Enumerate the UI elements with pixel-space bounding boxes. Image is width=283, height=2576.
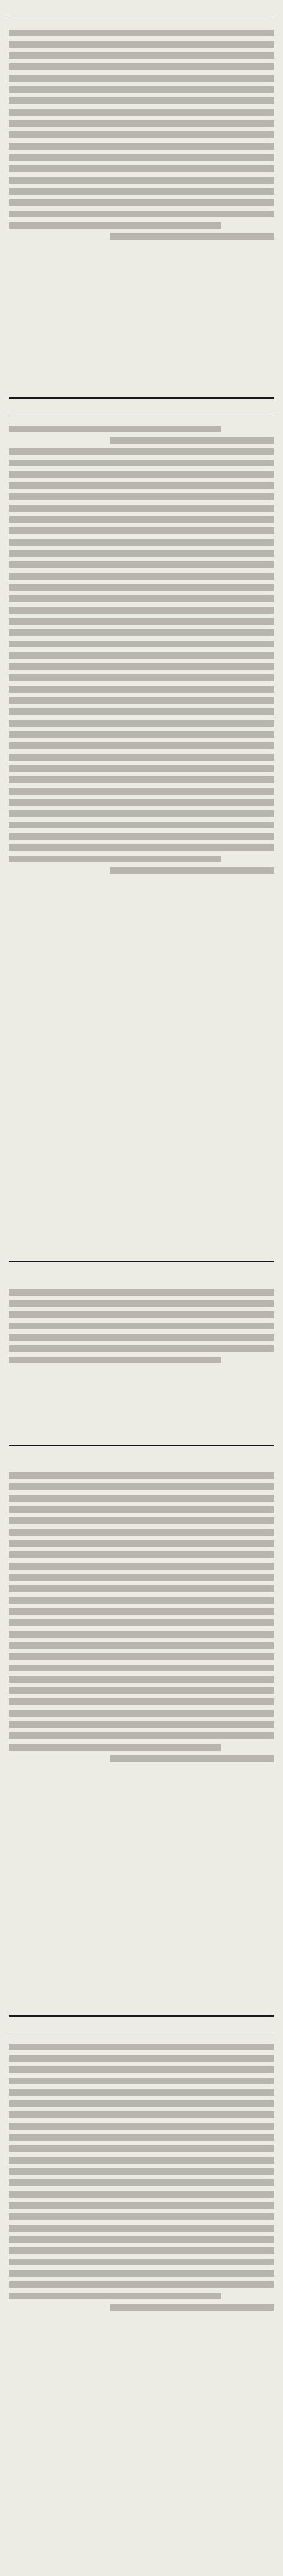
correspondence-section [9, 6, 274, 394]
bankruptcy-section [9, 2020, 274, 2570]
section-banner [9, 6, 274, 15]
notice [9, 2035, 274, 2570]
divider [9, 1445, 274, 1446]
section-banner [9, 2020, 274, 2029]
soirees-section [9, 1266, 274, 1441]
notice [9, 1280, 274, 1441]
section-banner [9, 402, 274, 411]
auction-section [9, 402, 274, 1258]
section-heading [9, 1266, 274, 1280]
notice [9, 1463, 274, 2012]
divider [9, 1261, 274, 1262]
text-placeholder [9, 30, 274, 240]
tenders-section [9, 1450, 274, 2012]
text-placeholder [9, 426, 274, 874]
notice [9, 417, 274, 1258]
text-placeholder [9, 1472, 274, 1762]
notice [9, 21, 274, 394]
divider [9, 397, 274, 399]
section-heading [9, 1450, 274, 1463]
text-placeholder [9, 2044, 274, 2311]
text-placeholder [9, 1289, 274, 1363]
divider [9, 2015, 274, 2017]
